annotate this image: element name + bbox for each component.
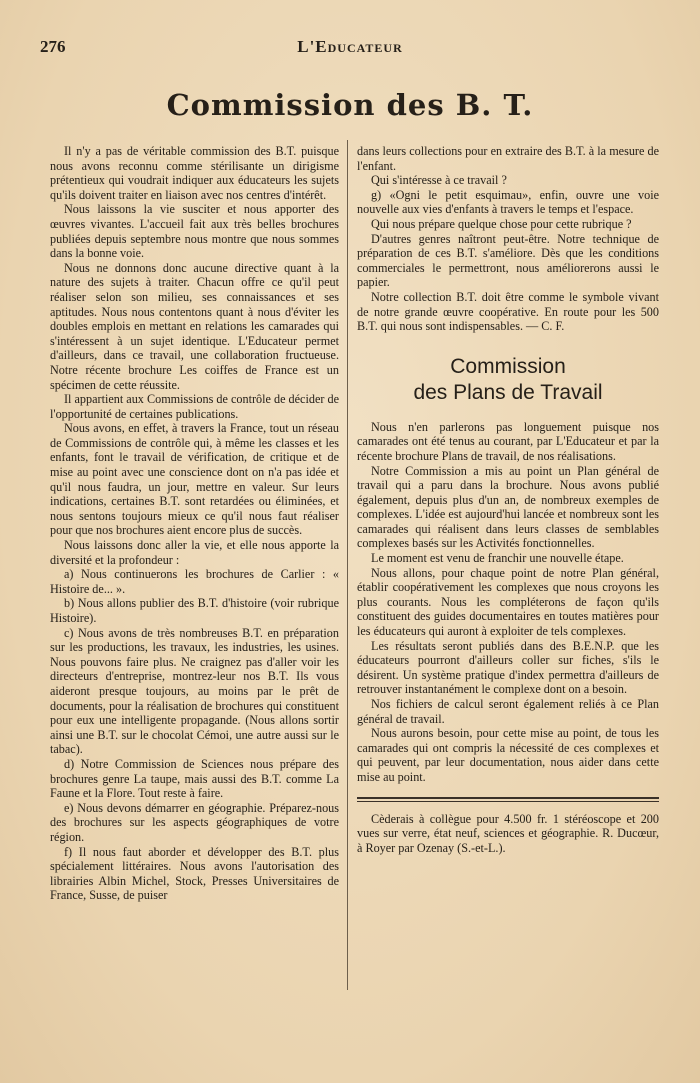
paragraph: Qui nous prépare quelque chose pour cette rubrique ?: [371, 216, 632, 231]
page-number: 276: [40, 37, 66, 56]
paragraph: Il n'y a pas de véritable commission des B.T. puisque nous avons reconnu comme stérilisante un dirigisme prétentieux qui voudrait indiquer aux éducateurs les sujets qu'ils doivent traiter en liaison avec nos centres d'intérêt.: [50, 144, 339, 202]
paragraph: Nous avons, en effet, à travers la France, tout un réseau de Commissions de contrôle qui, à même les classes et les enfants, font le travail de vérification, de critique et de mise au point avec une conscience dont on n'a pas idée et qu'il nous faudra, un jour, mettre en valeur. Sur leurs indications, certaines B.T. sont retardées ou éliminées, et nous sentons toujours mieux ce qu'il nous faut réaliser pour que nos brochures aient encore plus de succès.: [50, 421, 339, 538]
paragraph: Nous n'en parlerons pas longuement puisque nos camarades ont été tenus au courant, par L'Educateur et par la récente brochure Plans de travail, de nos réalisations.: [357, 419, 659, 463]
list-item: c) Nous avons de très nombreuses B.T. en préparation sur les productions, les travaux, les industries, les usines. Nous pouvons faire plus. Ne craignez pas d'aller voir les directeurs d'entreprise, montrez-leur nos B.T. Ils vous aideront presque toujours, au moins par le prêt de documents, pour la réalisation de brochures qui constituent pour eux une intelligente propagande. (Nous allons sortir ainsi une B.T. sur le chocolat Cémoi, une autre aussi sur le tabac).: [50, 625, 339, 757]
section-title-line: Commission: [450, 354, 566, 378]
paragraph: Notre collection B.T. doit être comme le symbole vivant de notre grande œuvre coopérative. En route pour les 500 B.T. qui nous sont indispensables. — C. F.: [357, 289, 659, 334]
right-column: [357, 144, 659, 855]
article-title: Commission des B. T.: [166, 88, 534, 122]
list-item: d) Notre Commission de Sciences nous prépare des brochures genre La taupe, mais aussi des B.T. comme La Faune et la Flore. Tout reste à faire.: [50, 756, 339, 801]
list-item: b) Nous allons publier des B.T. d'histoire (voir rubrique Histoire).: [50, 596, 339, 625]
paragraph: Nous allons, pour chaque point de notre Plan général, établir coopérativement les complexes que nous croyons les plus courants. Nous les compléterons de façon qu'ils constituent des guides documentaires en toutes matières pour les éducateurs qui auront à exploiter de tels complexes.: [357, 565, 659, 639]
paragraph: D'autres genres naîtront peut-être. Notre technique de préparation de ces B.T. s'améliore. Dès que les conditions commerciales le permettront, nous améliorerons aussi le papier.: [357, 231, 659, 290]
running-title: L'Educateur: [297, 37, 403, 56]
paragraph: Nous aurons besoin, pour cette mise au point, de tous les camarades qui ont compris la nécessité de ces complexes et qui peuvent, par leur documentation, nous aider dans cette mise au point.: [357, 726, 659, 784]
section-title-line: des Plans de Travail: [413, 380, 603, 404]
paragraph: Qui s'intéresse à ce travail ?: [371, 173, 507, 188]
classified-ad: Cèderais à collègue pour 4.500 fr. 1 stéréoscope et 200 vues sur verre, état neuf, sciences et géographie. R. Ducœur, à Royer par Ozenay (S.-et-L.).: [357, 811, 659, 855]
paragraph: Nous laissons donc aller la vie, et elle nous apporte la diversité et la profondeur :: [50, 538, 339, 567]
list-item: g) «Ogni le petit esquimau», enfin, ouvre une voie nouvelle aux vies d'enfants à travers le temps et l'espace.: [357, 187, 659, 217]
paragraph: Les résultats seront publiés dans des B.E.N.P. que les éducateurs pourront d'ailleurs coller sur fiches, s'ils le désirent. Un système pratique d'index permettra d'ailleurs de retrouver instantanément le complexe dont on a besoin.: [357, 638, 659, 697]
paragraph: Nous ne donnons donc aucune directive quant à la nature des sujets à traiter. Chacun offre ce qu'il peut réaliser selon son milieu, ses connaissances et ses aptitudes. Nous nous contentons quant à nous d'éviter les doubles emplois en mettant en relations les camarades qui s'intéressent à un sujet identique. L'Educateur permet d'ailleurs, dans ce travail, une collaboration fructueuse. Notre récente brochure Les coiffes de France est un spécimen de cette réussite.: [50, 260, 339, 392]
list-item: e) Nous devons démarrer en géographie. Préparez-nous des brochures sur les aspects géographiques de votre région.: [50, 800, 339, 844]
section-title: [357, 354, 659, 406]
paragraph: Notre Commission a mis au point un Plan général de travail qui a paru dans la brochure. Nous avons publié également, depuis plus d'un an, de nombreux exemples de complexes. L'idée est aujourd'hui lancée et nombreux sont les camarades qui réalisent dans leurs classes de semblables complexes basés sur les Activités fonctionnelles.: [357, 463, 659, 551]
paragraph: Nos fichiers de calcul seront également reliés à ce Plan général de travail.: [357, 697, 659, 726]
list-item: a) Nous continuerons les brochures de Carlier : « Histoire de... ».: [50, 567, 339, 596]
paragraph: dans leurs collections pour en extraire des B.T. à la mesure de l'enfant.: [357, 144, 659, 173]
page-header: [40, 37, 660, 57]
left-column: [50, 144, 339, 903]
list-item: f) Il nous faut aborder et développer des B.T. plus spécialement littéraires. Nous avons l'autorisation des librairies Albin Michel, Stock, Presses Universitaires de France, Susse, de puiser: [50, 844, 339, 903]
column-divider: [347, 140, 348, 990]
paragraph: Le moment est venu de franchir une nouvelle étape.: [371, 551, 624, 566]
separator-rule: [357, 797, 659, 802]
paragraph: Il appartient aux Commissions de contrôle de décider de l'opportunité de certaines publications.: [50, 392, 339, 421]
paragraph: Nous laissons la vie susciter et nous apporter des œuvres vivantes. L'accueil fait aux très belles brochures publiées depuis septembre nous montre que nous sommes dans la bonne voie.: [50, 202, 339, 261]
